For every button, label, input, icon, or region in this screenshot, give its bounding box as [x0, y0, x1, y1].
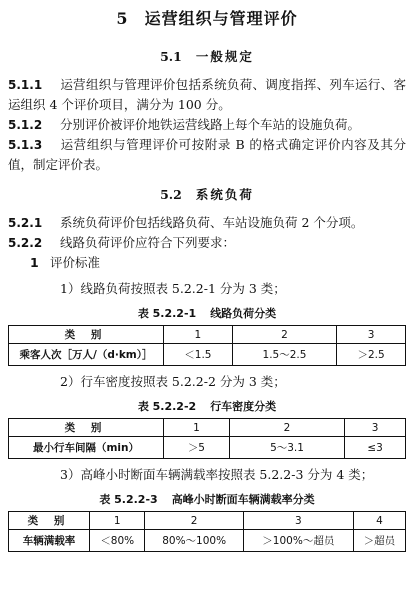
section-title — [8, 185, 406, 203]
table-cell: ＜1.5 — [164, 344, 233, 366]
classification-table — [8, 511, 406, 552]
chapter-title — [8, 6, 406, 29]
subitem: 2）行车密度按照表 5.2.2-2 分为 3 类； — [60, 374, 286, 389]
table-header-label: 类 别 — [9, 512, 90, 530]
clause — [8, 213, 406, 233]
table-header-cell: 3 — [243, 512, 353, 530]
clause-number: 5.2.1 — [8, 216, 43, 230]
clause-number: 5.2.2 — [8, 236, 43, 250]
section-title — [8, 47, 406, 65]
table-cell: ＞超员 — [353, 530, 405, 552]
classification-table — [8, 418, 406, 459]
table-header-cell: 1 — [164, 419, 230, 437]
table-header-cell: 1 — [164, 326, 233, 344]
clause — [8, 115, 406, 135]
item-text: 评价标准 — [50, 255, 101, 270]
chapter-number: 5 — [116, 9, 129, 28]
clause-number: 5.1.2 — [8, 118, 43, 132]
table-row-label: 最小行车间隔（min） — [9, 437, 164, 459]
table-cell: 5～3.1 — [229, 437, 344, 459]
subitem: 1）线路负荷按照表 5.2.2-1 分为 3 类； — [60, 281, 286, 296]
table-caption-text: 行车密度分类 — [210, 400, 277, 413]
table-cell: ＜80% — [90, 530, 145, 552]
table-row-label: 车辆满载率 — [9, 530, 90, 552]
section-number: 5.2 — [160, 187, 182, 202]
table-header-cell: 1 — [90, 512, 145, 530]
subitem: 3）高峰小时断面车辆满载率按照表 5.2.2-3 分为 4 类； — [60, 467, 374, 482]
section-number: 5.1 — [160, 49, 182, 64]
clause-number: 5.1.1 — [8, 78, 43, 92]
table-cell: ＞100%～超员 — [243, 530, 353, 552]
clause-text: 运营组织与管理评价包括系统负荷、调度指挥、列车运行、客运组织 4 个评价项目，满分为 100 分。 — [8, 77, 406, 112]
table-header-label: 类 别 — [9, 326, 164, 344]
table-row-label: 乘客人次［万人/（d·km）］ — [9, 344, 164, 366]
table-number: 表 5.2.2-2 — [137, 400, 197, 413]
table-header-cell: 3 — [345, 419, 406, 437]
chapter-title-text: 运营组织与管理评价 — [144, 9, 298, 28]
clause-text: 运营组织与管理评价可按附录 B 的格式确定评价内容及其分值，制定评价表。 — [8, 137, 406, 172]
table-cell: 80%～100% — [145, 530, 243, 552]
table-header-cell: 3 — [337, 326, 406, 344]
table-header-label: 类 别 — [9, 419, 164, 437]
item-number: 1 — [30, 255, 39, 270]
clause-text: 线路负荷评价应符合下列要求： — [60, 235, 236, 250]
table-header-cell: 2 — [232, 326, 336, 344]
table-cell: ＞5 — [164, 437, 230, 459]
table-number: 表 5.2.2-1 — [137, 307, 197, 320]
table-cell: ＞2.5 — [337, 344, 406, 366]
table-caption — [8, 398, 406, 414]
table-cell: ≤3 — [345, 437, 406, 459]
clause-text: 系统负荷评价包括线路负荷、车站设施负荷 2 个分项。 — [60, 215, 364, 230]
table-caption-text: 线路负荷分类 — [210, 307, 277, 320]
table-header-cell: 2 — [229, 419, 344, 437]
clause-text: 分别评价被评价地铁运营线路上每个车站的设施负荷。 — [60, 117, 361, 132]
section-title-text: 一般规定 — [195, 49, 254, 64]
table-header-cell: 2 — [145, 512, 243, 530]
table-header-cell: 4 — [353, 512, 405, 530]
clause — [8, 233, 406, 253]
table-caption-text: 高峰小时断面车辆满载率分类 — [171, 493, 315, 506]
table-caption — [8, 305, 406, 321]
clause — [8, 135, 406, 175]
table-number: 表 5.2.2-3 — [99, 493, 158, 506]
clause — [8, 75, 406, 115]
list-item — [8, 253, 406, 273]
table-caption — [8, 491, 406, 507]
section-title-text: 系统负荷 — [195, 187, 254, 202]
clause-number: 5.1.3 — [8, 138, 43, 152]
table-cell: 1.5～2.5 — [232, 344, 336, 366]
classification-table — [8, 325, 406, 366]
